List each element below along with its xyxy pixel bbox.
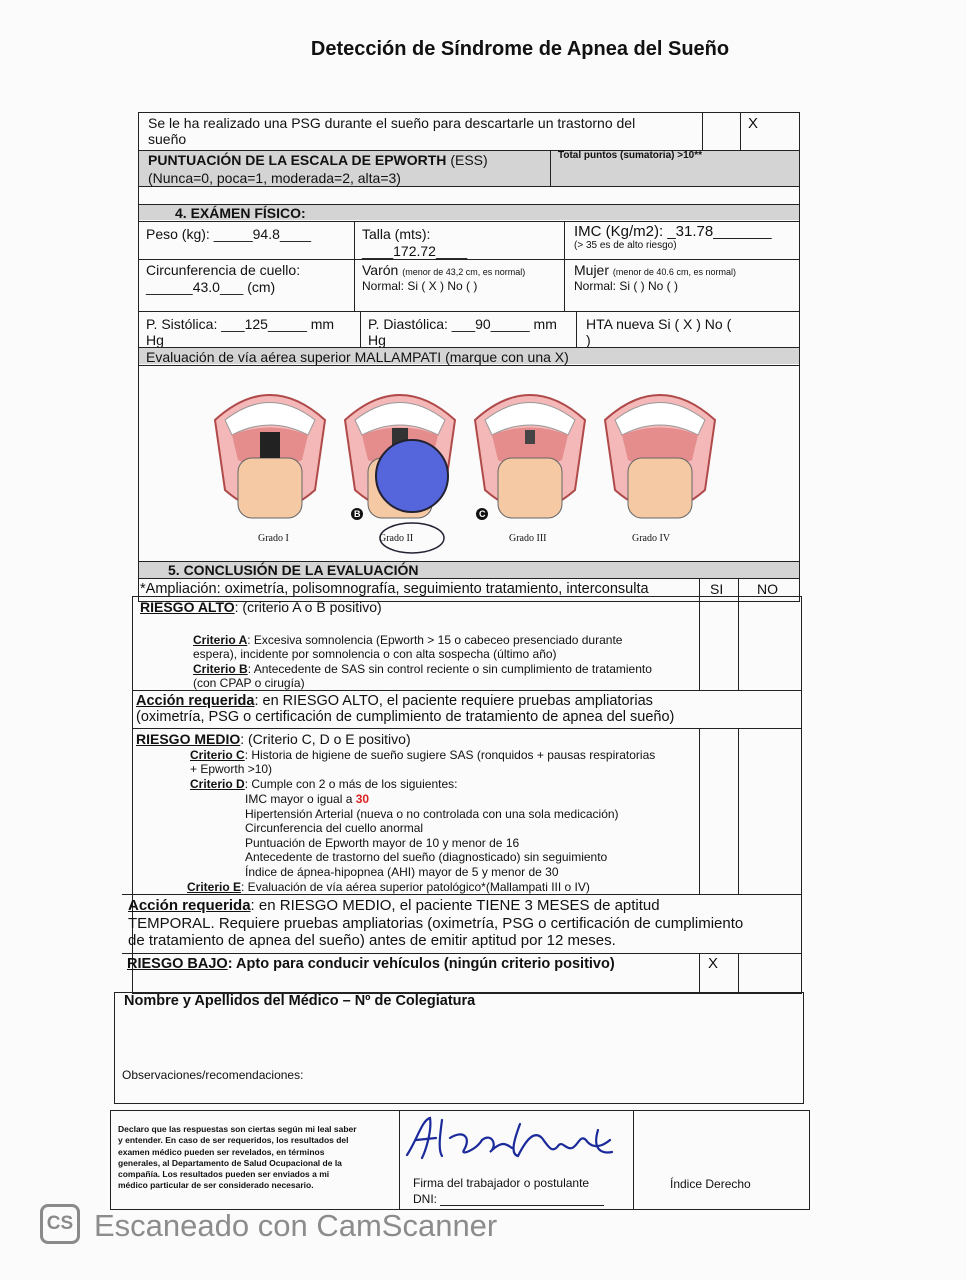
imc-note: (> 35 es de alto riesgo) <box>574 240 677 251</box>
imc-field[interactable]: IMC (Kg/m2): _31.78_______ <box>574 223 772 240</box>
criterio-d-item: Puntuación de Epworth mayor de 10 y menor de 16 <box>245 835 520 850</box>
si-header: SI <box>710 581 724 597</box>
conclusion-header: 5. CONCLUSIÓN DE LA EVALUACIÓN <box>168 562 419 578</box>
marker-b: B <box>354 509 361 519</box>
riesgo-bajo-mark[interactable]: X <box>708 955 719 972</box>
criterio-d-item: Índice de ápnea-hipopnea (AHI) mayor de 5 y menor de 30 <box>245 864 559 879</box>
riesgo-alto-heading: RIESGO ALTO: (criterio A o B positivo) <box>140 599 382 615</box>
varon-normal[interactable]: Normal: Si ( X ) No ( ) <box>362 279 478 293</box>
talla-label: Talla (mts): <box>362 226 431 242</box>
mujer-label: Mujer (menor de 40.6 cm, es normal) <box>574 262 736 278</box>
mallampati-diagram <box>200 372 740 558</box>
talla-field[interactable]: ____172.72____ <box>362 243 468 259</box>
diastolica-field[interactable]: P. Diastólica: ___90_____ mm Hg <box>368 316 557 348</box>
page-title: Detección de Síndrome de Apnea del Sueño <box>310 38 730 60</box>
declaracion-text: Declaro que las respuestas son ciertas según mi leal saber y entender. En caso de ser requeridos, los resultados del examen médico pueden ser revelados, en términos generales, al Departamento de Salud Ocupacional de la compañía. Los resultados pueden ser enviados a mi médico particular de ser considerado necesario. <box>118 1124 357 1191</box>
epworth-scale: (Nunca=0, poca=1, moderada=2, alta=3) <box>148 170 401 186</box>
mujer-normal[interactable]: Normal: Si ( ) No ( ) <box>574 279 679 293</box>
ampliacion-text: *Ampliación: oximetría, polisomnografía, seguimiento tratamiento, interconsulta <box>140 581 649 597</box>
criterio-d: Criterio D: Cumple con 2 o más de los siguientes: <box>190 777 458 791</box>
criterio-d-item: Circunferencia del cuello anormal <box>245 821 424 836</box>
no-header: NO <box>757 581 778 597</box>
mallampati-label: Evaluación de vía aérea superior MALLAMPATI (marque con una X) <box>146 349 569 365</box>
marker-c: C <box>479 509 486 519</box>
grado-3-mouth <box>475 395 585 518</box>
psg-question: Se le ha realizado una PSG durante el sueño para descartarle un trastorno del sueño <box>148 115 636 147</box>
criterio-a: Criterio A: Excesiva somnolencia (Epworth > 15 o cabeceo presenciado durante espera), incidente por somnolencia o con alta sospecha (último año) <box>193 633 623 661</box>
grado-1-label[interactable]: Grado I <box>258 533 289 544</box>
peso-field[interactable]: Peso (kg): _____94.8____ <box>146 226 312 242</box>
mallampati-selection-circle <box>376 440 448 512</box>
criterio-d-items <box>245 792 619 880</box>
camscanner-logo: CS <box>40 1204 80 1244</box>
medico-label: Nombre y Apellidos del Médico – Nº de Colegiatura <box>124 993 476 1009</box>
hta-field[interactable]: HTA nueva Si ( X ) No ( ) <box>586 316 732 348</box>
criterio-d-item: Antecedente de trastorno del sueño (diagnosticado) sin seguimiento <box>245 850 608 865</box>
indice-label: Índice Derecho <box>670 1177 751 1191</box>
cuello-field[interactable]: ______43.0___ (cm) <box>146 279 276 295</box>
criterio-e: Criterio E: Evaluación de vía aérea superior patológico*(Mallampati III o IV) <box>187 880 590 894</box>
dni-label: DNI: <box>413 1192 437 1206</box>
grado-2-label[interactable]: Grado II <box>379 533 414 544</box>
criterio-d-item: IMC mayor o igual a 30 <box>245 792 370 806</box>
criterio-b: Criterio B: Antecedente de SAS sin control reciente o sin cumplimiento de tratamiento (con CPAP o cirugía) <box>193 662 652 690</box>
handwritten-signature <box>402 1110 622 1168</box>
firma-label: Firma del trabajador o postulante <box>413 1176 590 1190</box>
observaciones-label: Observaciones/recomendaciones: <box>122 1068 304 1082</box>
criterio-d-item: Hipertensión Arterial (nueva o no controlada con una sola medicación) <box>245 806 619 821</box>
riesgo-bajo: RIESGO BAJO: Apto para conducir vehículos (ningún criterio positivo) <box>127 956 615 972</box>
accion-alto: Acción requerida: en RIESGO ALTO, el paciente requiere pruebas ampliatorias (oximetría, PSG o certificación de cumplimiento de tratamiento de apnea del sueño) <box>136 693 675 725</box>
criterio-c: Criterio C: Historia de higiene de sueño sugiere SAS (ronquidos + pausas respiratorias + Epworth >10) <box>190 748 656 776</box>
grado-1-mouth <box>215 395 325 518</box>
grado-4-label[interactable]: Grado IV <box>632 533 671 544</box>
epworth-total: Total puntos (sumatoria) >10** <box>558 150 703 161</box>
camscanner-text: Escaneado con CamScanner <box>94 1208 498 1243</box>
cuello-label: Circunferencia de cuello: <box>146 262 301 278</box>
epworth-title: PUNTUACIÓN DE LA ESCALA DE EPWORTH (ESS) <box>148 152 488 168</box>
grado-3-label[interactable]: Grado III <box>509 533 547 544</box>
psg-mark[interactable]: X <box>748 115 759 132</box>
varon-label: Varón (menor de 43,2 cm, es normal) <box>362 262 526 278</box>
riesgo-medio-heading: RIESGO MEDIO: (Criterio C, D o E positivo) <box>136 731 411 747</box>
sistolica-field[interactable]: P. Sistólica: ___125_____ mm Hg <box>146 316 335 348</box>
accion-medio: Acción requerida: en RIESGO MEDIO, el paciente TIENE 3 MESES de aptitud TEMPORAL. Requiere pruebas ampliatorias (oximetría, PSG o certificación de cumplimiento de tratamiento de apnea del sueño) antes de emitir aptitud por 12 meses. <box>128 897 744 949</box>
exam-header: 4. EXÁMEN FÍSICO: <box>175 205 306 221</box>
grado-4-mouth <box>605 395 715 518</box>
